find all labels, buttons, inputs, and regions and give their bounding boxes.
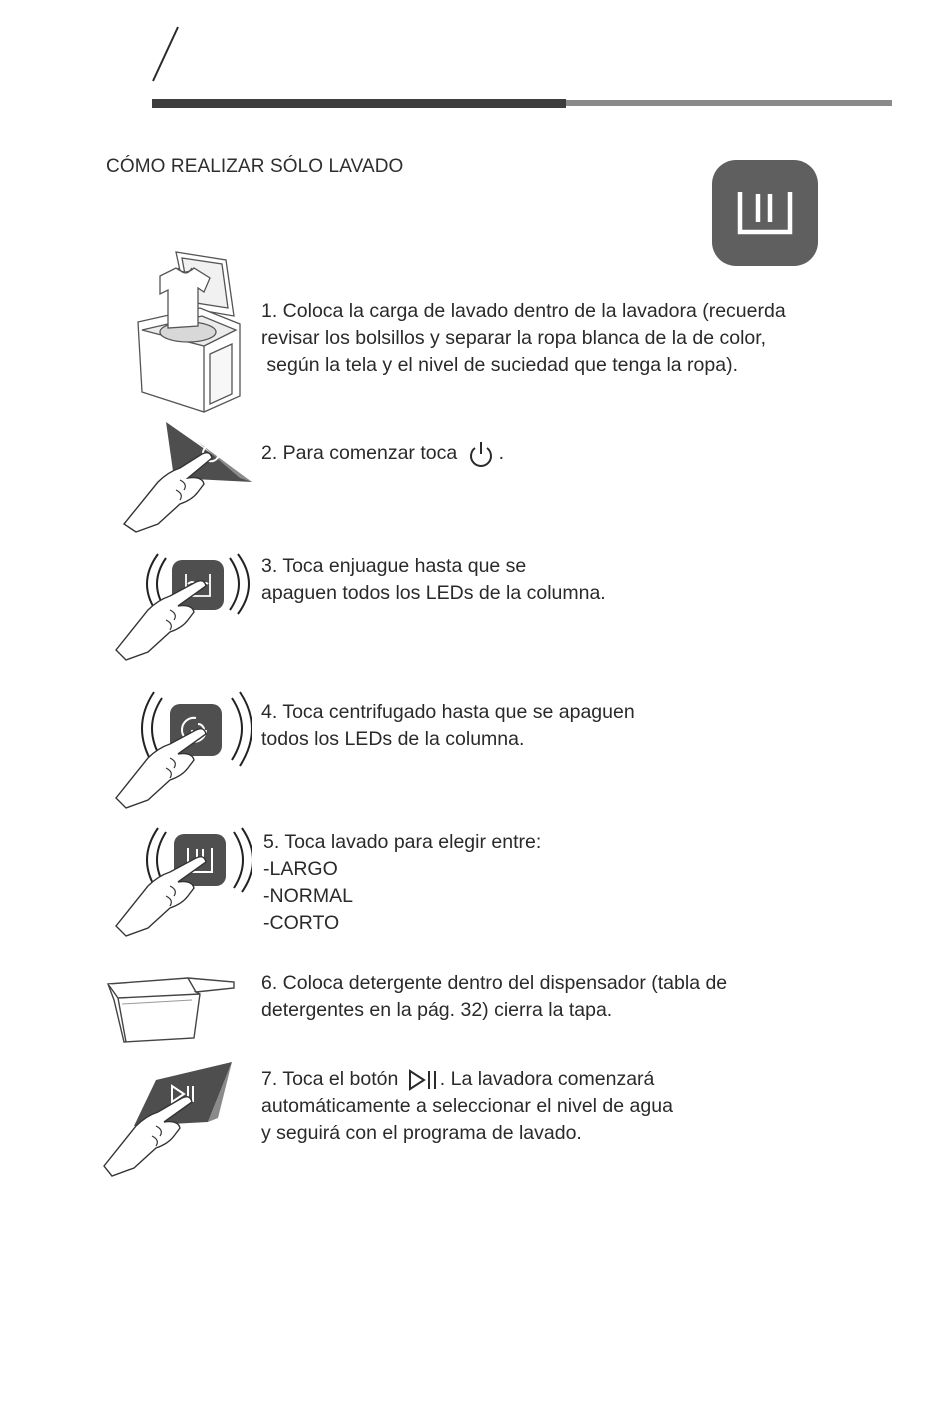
step-7-label: 7. Toca el botón (261, 1068, 399, 1090)
step-5-option-normal: -NORMAL (263, 885, 353, 907)
step-3-line-2: apaguen todos los LEDs de la columna. (261, 582, 606, 604)
step-1-line-3: según la tela y el nivel de suciedad que tenga la ropa). (261, 354, 738, 376)
play-pause-icon (404, 1067, 440, 1093)
step-2-period: . (498, 442, 505, 465)
hand-pressing-wash-illustration (112, 826, 252, 940)
hand-pressing-rinse-illustration (112, 552, 252, 664)
header-rule-dark (152, 99, 566, 108)
washing-machine-loading-illustration (128, 246, 248, 416)
detergent-dispenser-illustration (104, 974, 240, 1048)
power-icon (463, 439, 499, 469)
step-1-line-2: revisar los bolsillos y separar la ropa blanca de la de color, (261, 327, 767, 349)
step-7-line-2: automáticamente a seleccionar el nivel de agua (261, 1095, 673, 1117)
hand-pressing-spin-illustration (112, 690, 252, 812)
step-6-line-1: 6. Coloca detergente dentro del dispensador (tabla de (261, 972, 728, 994)
step-2-label: 2. Para comenzar toca (261, 442, 458, 465)
hand-pressing-play-pause-illustration (100, 1060, 240, 1182)
step-5-line-1: 5. Toca lavado para elegir entre: (263, 831, 542, 853)
step-7-line-1-end: . La lavadora comenzará (439, 1068, 655, 1090)
step-7-line-3: y seguirá con el programa de lavado. (261, 1122, 582, 1144)
header-slash-mark (150, 25, 180, 83)
step-2-text (261, 439, 504, 469)
step-4-line-2: todos los LEDs de la columna. (261, 728, 525, 750)
wash-mode-badge (712, 160, 818, 266)
header-rule-light (566, 100, 892, 106)
step-1-line-1: 1. Coloca la carga de lavado dentro de la lavadora (recuerda (261, 300, 786, 322)
step-7-text (261, 1066, 673, 1147)
step-5-option-largo: -LARGO (263, 858, 338, 880)
step-5-text (263, 829, 541, 937)
step-6-line-2: detergentes en la pág. 32) cierra la tapa. (261, 999, 613, 1021)
hand-pressing-power-illustration (118, 420, 258, 538)
step-4-text (261, 699, 635, 753)
step-4-line-1: 4. Toca centrifugado hasta que se apaguen (261, 701, 635, 723)
step-1-text (261, 298, 786, 379)
step-6-text (261, 970, 727, 1024)
step-3-line-1: 3. Toca enjuague hasta que se (261, 555, 527, 577)
section-title: CÓMO REALIZAR SÓLO LAVADO (106, 156, 404, 177)
step-3-text (261, 553, 606, 607)
step-5-option-corto: -CORTO (263, 912, 340, 934)
wash-icon (712, 160, 818, 266)
